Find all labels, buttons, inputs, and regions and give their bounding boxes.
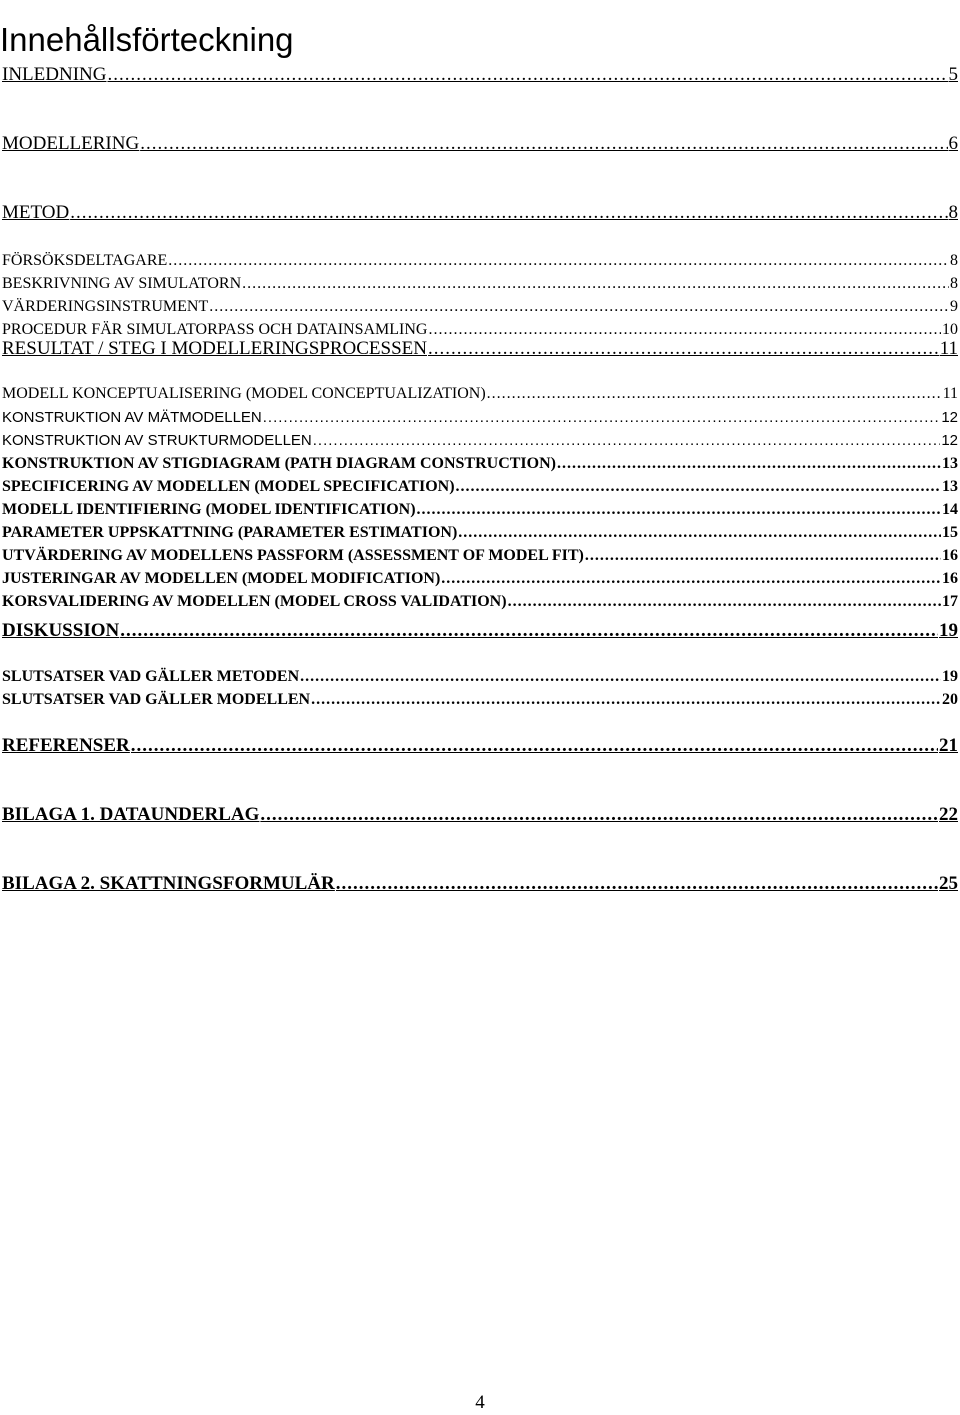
toc-leader-dots (557, 454, 941, 474)
toc-page-number: 17 (942, 593, 958, 610)
toc-entry-text: RESULTAT / STEG I MODELLERINGSPROCESSEN (2, 338, 427, 359)
toc-page-number: 12 (941, 432, 958, 449)
toc-entry-slutsatser-metoden[interactable] (2, 667, 958, 687)
toc-entry-slutsatser-modellen[interactable] (2, 690, 958, 710)
toc-entry-text: KONSTRUKTION AV STIGDIAGRAM (PATH DIAGRAM CONSTRUCTION) (2, 455, 556, 472)
toc-entry-text: JUSTERINGAR AV MODELLEN (MODEL MODIFICATION) (2, 570, 441, 587)
toc-leader-dots (242, 274, 949, 294)
toc-entry-text: SPECIFICERING AV MODELLEN (MODEL SPECIFICATION) (2, 478, 455, 495)
toc-entry-text: MODELLERING (2, 133, 140, 154)
toc-entry-text: BESKRIVNING AV SIMULATORN (2, 275, 242, 292)
toc-entry-konstruktion-stigdiagram[interactable] (2, 454, 958, 474)
toc-leader-dots (209, 297, 949, 317)
toc-entry-resultat[interactable] (2, 338, 958, 360)
toc-page-number: 9 (950, 298, 958, 315)
toc-page-number: 19 (939, 620, 958, 641)
toc-entry-metod[interactable] (2, 202, 958, 224)
toc-page-number: 15 (942, 524, 958, 541)
toc-entry-justeringar[interactable] (2, 569, 958, 589)
toc-entry-text: PROCEDUR FÄR SIMULATORPASS OCH DATAINSAMLING (2, 321, 428, 338)
toc-leader-dots (585, 546, 941, 566)
toc-entry-text: SLUTSATSER VAD GÄLLER MODELLEN (2, 691, 311, 708)
toc-leader-dots (263, 408, 941, 428)
toc-page-number: 8 (950, 275, 958, 292)
toc-leader-dots (311, 690, 941, 710)
toc-entry-diskussion[interactable] (2, 620, 958, 642)
toc-page-number: 25 (939, 873, 958, 894)
toc-leader-dots (441, 569, 941, 589)
toc-entry-varderingsinstrument[interactable] (2, 297, 958, 317)
toc-page-number: 13 (942, 455, 958, 472)
toc-entry-bilaga-1[interactable] (2, 804, 958, 826)
toc-entry-text: PARAMETER UPPSKATTNING (PARAMETER ESTIMATION) (2, 524, 458, 541)
toc-leader-dots (168, 251, 949, 271)
toc-entry-text: INLEDNING (2, 64, 107, 85)
toc-entry-utvardering[interactable] (2, 546, 958, 566)
toc-page-number: 16 (942, 570, 958, 587)
toc-page-number: 8 (950, 252, 958, 269)
toc-entry-text: METOD (2, 202, 70, 223)
toc-entry-konstruktion-matmodellen[interactable] (2, 408, 958, 428)
toc-entry-modell-identifiering[interactable] (2, 500, 958, 520)
toc-entry-modellering[interactable] (2, 133, 958, 155)
toc-leader-dots (428, 320, 941, 340)
toc-page-number: 12 (941, 409, 958, 426)
toc-entry-inledning[interactable] (2, 64, 958, 86)
toc-entry-text: MODELL IDENTIFIERING (MODEL IDENTIFICATION) (2, 501, 416, 518)
toc-entry-text: MODELL KONCEPTUALISERING (MODEL CONCEPTUALIZATION) (2, 385, 486, 402)
toc-leader-dots (140, 133, 947, 155)
toc-leader-dots (120, 620, 938, 642)
toc-page-number: 21 (939, 735, 958, 756)
toc-page-number: 16 (942, 547, 958, 564)
toc-leader-dots (458, 523, 941, 543)
toc-entry-referenser[interactable] (2, 735, 958, 757)
toc-page-number: 11 (939, 338, 958, 359)
toc-page-number: 8 (948, 202, 958, 223)
toc-entry-text: KONSTRUKTION AV STRUKTURMODELLEN (2, 432, 312, 449)
toc-entry-text: SLUTSATSER VAD GÄLLER METODEN (2, 668, 300, 685)
toc-leader-dots (428, 338, 939, 360)
toc-leader-dots (508, 592, 941, 612)
toc-entry-text: KORSVALIDERING AV MODELLEN (MODEL CROSS VALIDATION) (2, 593, 507, 610)
toc-entry-beskrivning-simulatorn[interactable] (2, 274, 958, 294)
toc-entry-text: DISKUSSION (2, 620, 120, 641)
toc-entry-text: KONSTRUKTION AV MÄTMODELLEN (2, 409, 262, 426)
toc-entry-text: REFERENSER (2, 735, 130, 756)
toc-leader-dots (131, 735, 938, 757)
toc-entry-text: BILAGA 2. SKATTNINGSFORMULÄR (2, 873, 335, 894)
toc-entry-specificering[interactable] (2, 477, 958, 497)
toc-entry-korsvalidering[interactable] (2, 592, 958, 612)
toc-page-number: 20 (942, 691, 958, 708)
toc-entry-parameter-uppskattning[interactable] (2, 523, 958, 543)
toc-leader-dots (300, 667, 941, 687)
toc-entry-text: FÖRSÖKSDELTAGARE (2, 252, 168, 269)
page-title: Innehållsförteckning (0, 21, 294, 59)
toc-leader-dots (313, 431, 941, 451)
toc-page-number: 10 (942, 321, 958, 338)
toc-page-number: 19 (942, 668, 958, 685)
toc-leader-dots (70, 202, 947, 224)
toc-entry-text: BILAGA 1. DATAUNDERLAG (2, 804, 260, 825)
footer-page-number: 4 (475, 1392, 485, 1413)
toc-leader-dots (456, 477, 941, 497)
toc-leader-dots (487, 384, 942, 404)
toc-entry-forsoksdeltagare[interactable] (2, 251, 958, 271)
toc-page-number: 22 (939, 804, 958, 825)
toc-leader-dots (107, 64, 947, 86)
toc-entry-text: VÄRDERINGSINSTRUMENT (2, 298, 209, 315)
toc-leader-dots (336, 873, 938, 895)
toc-entry-text: UTVÄRDERING AV MODELLENS PASSFORM (ASSESSMENT OF MODEL FIT) (2, 547, 584, 564)
toc-entry-procedur[interactable] (2, 320, 958, 340)
toc-page-number: 13 (942, 478, 958, 495)
toc-page-number: 11 (942, 385, 958, 402)
toc-entry-bilaga-2[interactable] (2, 873, 958, 895)
toc-entry-modell-konceptualisering[interactable] (2, 384, 958, 404)
toc-leader-dots (260, 804, 938, 826)
toc-page-number: 14 (942, 501, 958, 518)
toc-page-number: 5 (948, 64, 958, 85)
toc-page-number: 6 (948, 133, 958, 154)
toc-entry-konstruktion-strukturmodellen[interactable] (2, 431, 958, 451)
toc-leader-dots (417, 500, 941, 520)
